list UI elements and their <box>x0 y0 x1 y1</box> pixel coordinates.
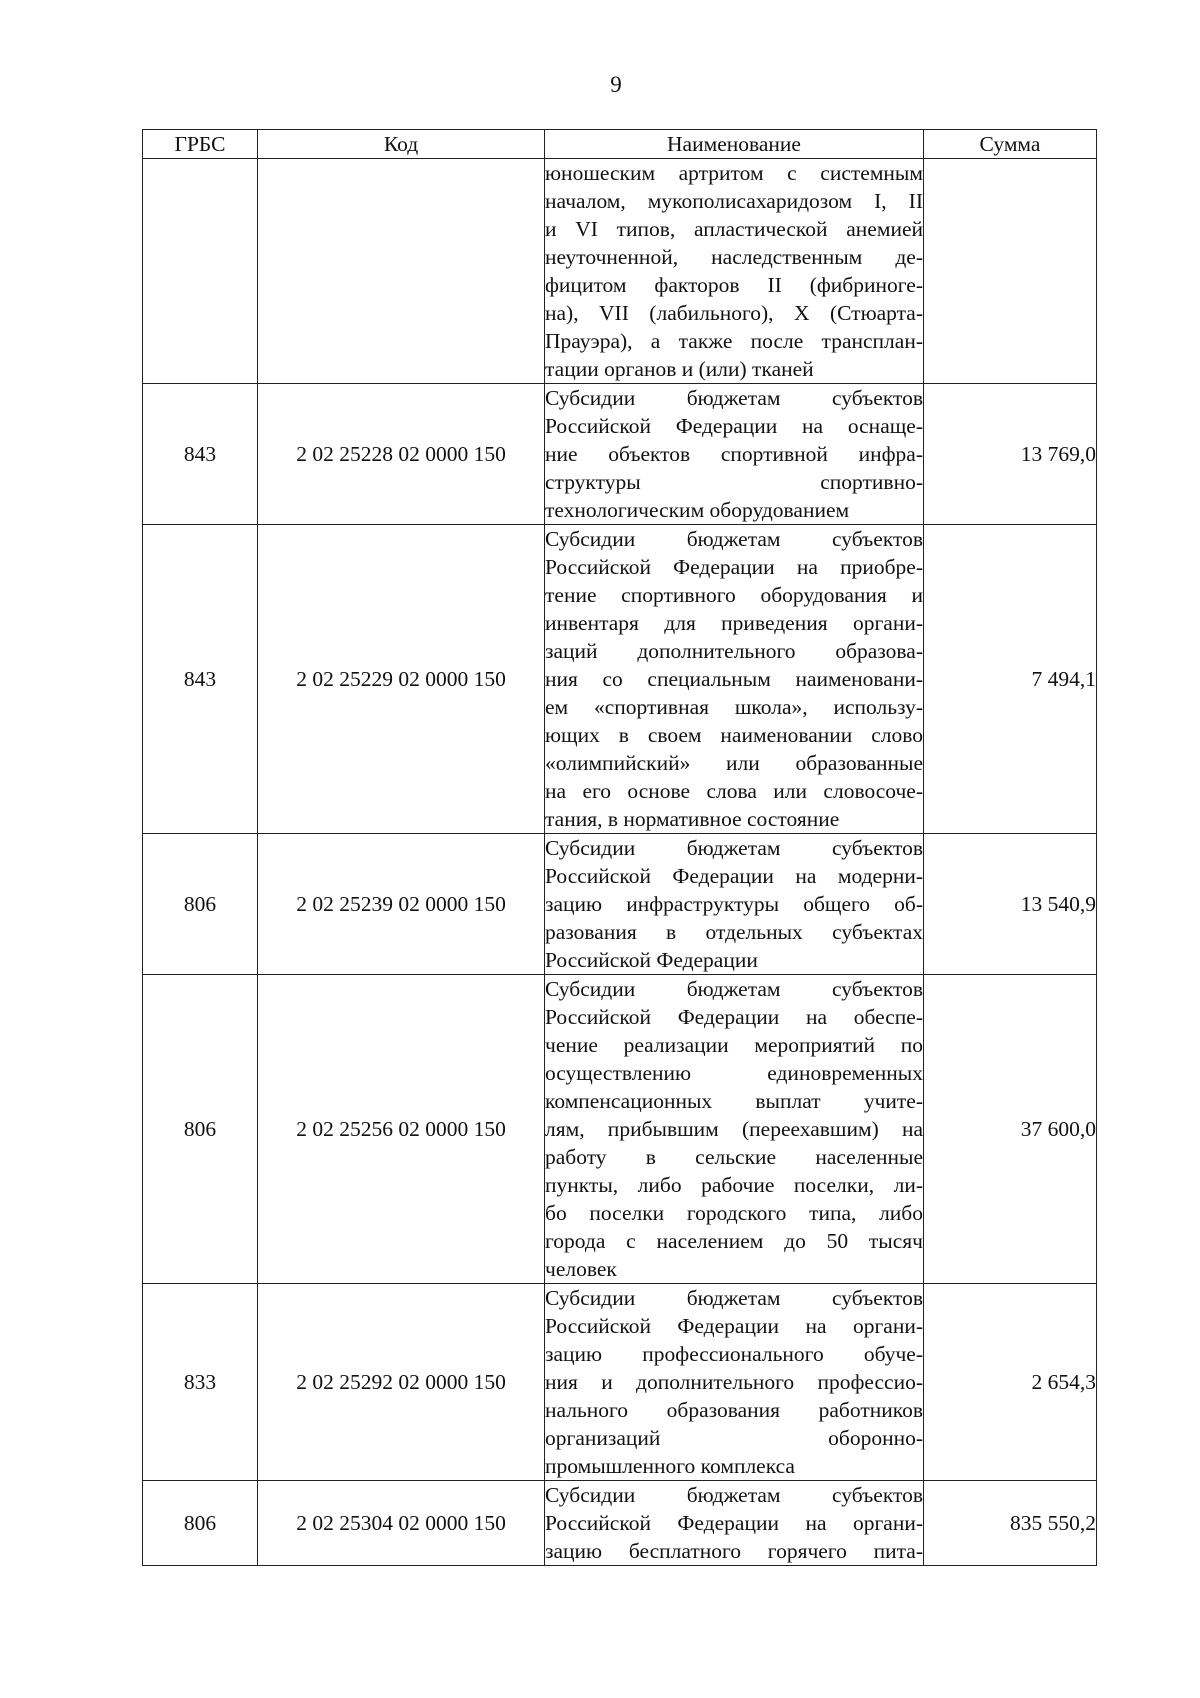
cell-sum: 37 600,0 <box>924 975 1097 1284</box>
cell-code: 2 02 25239 02 0000 150 <box>258 834 545 975</box>
name-line: Российской Федерации на модерни- <box>545 864 923 888</box>
name-line: Субсидии бюджетам субъектов <box>545 527 923 551</box>
cell-name-text <box>545 975 923 1283</box>
table-row <box>143 975 1097 1284</box>
cell-grbs: 843 <box>143 525 258 834</box>
name-line: Субсидии бюджетам субъектов <box>545 1286 923 1310</box>
table-body <box>143 159 1097 1566</box>
name-line: осуществлению единовременных <box>545 1061 923 1085</box>
name-line: Российской Федерации на приобре- <box>545 555 923 579</box>
cell-grbs: 806 <box>143 1481 258 1566</box>
cell-sum: 13 769,0 <box>924 384 1097 525</box>
name-line: ющих в своем наименовании слово <box>545 723 923 747</box>
cell-name <box>545 525 924 834</box>
name-line: структуры спортивно- <box>545 470 923 494</box>
name-line: Субсидии бюджетам субъектов <box>545 836 923 860</box>
cell-grbs <box>143 159 258 384</box>
cell-grbs: 806 <box>143 975 258 1284</box>
name-line: ем «спортивная школа», использу- <box>545 695 923 719</box>
name-line: пункты, либо рабочие поселки, ли- <box>545 1173 923 1197</box>
name-line: города с населением до 50 тысяч <box>545 1229 923 1253</box>
name-line: тации органов и (или) тканей <box>545 357 814 381</box>
cell-name-text <box>545 525 923 833</box>
name-line: чение реализации мероприятий по <box>545 1033 923 1057</box>
cell-name-text <box>545 384 923 524</box>
cell-sum: 13 540,9 <box>924 834 1097 975</box>
name-line: Российской Федерации <box>545 948 758 972</box>
name-line: нального образования работников <box>545 1398 923 1422</box>
cell-code: 2 02 25304 02 0000 150 <box>258 1481 545 1566</box>
header-grbs: ГРБС <box>143 130 258 159</box>
name-line: ния со специальным наименовани- <box>545 667 923 691</box>
name-line: промышленного комплекса <box>545 1454 795 1478</box>
table-header-row <box>143 130 1097 159</box>
cell-code <box>258 159 545 384</box>
name-line: Прауэра), а также после трансплан- <box>545 329 923 353</box>
cell-name <box>545 834 924 975</box>
cell-name-text <box>545 159 923 383</box>
name-line: зацию профессионального обуче- <box>545 1342 923 1366</box>
name-line: Субсидии бюджетам субъектов <box>545 386 923 410</box>
table-row <box>143 834 1097 975</box>
name-line: зацию бесплатного горячего пита- <box>545 1539 923 1563</box>
cell-sum: 2 654,3 <box>924 1284 1097 1481</box>
cell-name <box>545 975 924 1284</box>
header-sum: Сумма <box>924 130 1097 159</box>
name-line: тение спортивного оборудования и <box>545 583 923 607</box>
cell-name <box>545 1481 924 1566</box>
name-line: на его основе слова или словосоче- <box>545 779 923 803</box>
name-line: компенсационных выплат учите- <box>545 1089 923 1113</box>
cell-code: 2 02 25256 02 0000 150 <box>258 975 545 1284</box>
table-row <box>143 1481 1097 1566</box>
cell-grbs: 806 <box>143 834 258 975</box>
header-name: Наименование <box>545 130 924 159</box>
cell-sum <box>924 159 1097 384</box>
name-line: лям, прибывшим (переехавшим) на <box>545 1117 923 1141</box>
cell-code: 2 02 25229 02 0000 150 <box>258 525 545 834</box>
name-line: фицитом факторов II (фибриноге- <box>545 273 923 297</box>
cell-sum: 835 550,2 <box>924 1481 1097 1566</box>
budget-table <box>142 129 1097 1566</box>
cell-sum: 7 494,1 <box>924 525 1097 834</box>
name-line: Российской Федерации на обеспе- <box>545 1005 923 1029</box>
name-line: на), VII (лабильного), X (Стюарта- <box>545 301 923 325</box>
table-row <box>143 1284 1097 1481</box>
name-line: Субсидии бюджетам субъектов <box>545 1483 923 1507</box>
name-line: «олимпийский» или образованные <box>545 751 923 775</box>
name-line: тания, в нормативное состояние <box>545 807 840 831</box>
name-line: организаций оборонно- <box>545 1426 923 1450</box>
cell-name <box>545 1284 924 1481</box>
cell-code: 2 02 25228 02 0000 150 <box>258 384 545 525</box>
name-line: человек <box>545 1257 617 1281</box>
cell-grbs: 833 <box>143 1284 258 1481</box>
name-line: инвентаря для приведения органи- <box>545 611 923 635</box>
cell-name-text <box>545 834 923 974</box>
name-line: началом, мукополисахаридозом I, II <box>545 189 923 213</box>
name-line: Российской Федерации на органи- <box>545 1314 923 1338</box>
name-line: и VI типов, апластической анемией <box>545 217 923 241</box>
table-row <box>143 384 1097 525</box>
cell-code: 2 02 25292 02 0000 150 <box>258 1284 545 1481</box>
name-line: неуточненной, наследственным де- <box>545 245 923 269</box>
cell-grbs: 843 <box>143 384 258 525</box>
name-line: работу в сельские населенные <box>545 1145 923 1169</box>
name-line: Субсидии бюджетам субъектов <box>545 977 923 1001</box>
cell-name-text <box>545 1481 923 1565</box>
name-line: зацию инфраструктуры общего об- <box>545 892 923 916</box>
name-line: Российской Федерации на органи- <box>545 1511 923 1535</box>
name-line: Российской Федерации на оснаще- <box>545 414 923 438</box>
header-code: Код <box>258 130 545 159</box>
cell-name <box>545 159 924 384</box>
table-row <box>143 159 1097 384</box>
page-number: 9 <box>610 72 622 97</box>
cell-name-text <box>545 1284 923 1480</box>
name-line: заций дополнительного образова- <box>545 639 923 663</box>
name-line: технологическим оборудованием <box>545 498 850 522</box>
name-line: ние объектов спортивной инфра- <box>545 442 923 466</box>
table-row <box>143 525 1097 834</box>
name-line: юношеским артритом с системным <box>545 161 923 185</box>
cell-name <box>545 384 924 525</box>
name-line: бо поселки городского типа, либо <box>545 1201 923 1225</box>
name-line: разования в отдельных субъектах <box>545 920 923 944</box>
name-line: ния и дополнительного профессио- <box>545 1370 923 1394</box>
